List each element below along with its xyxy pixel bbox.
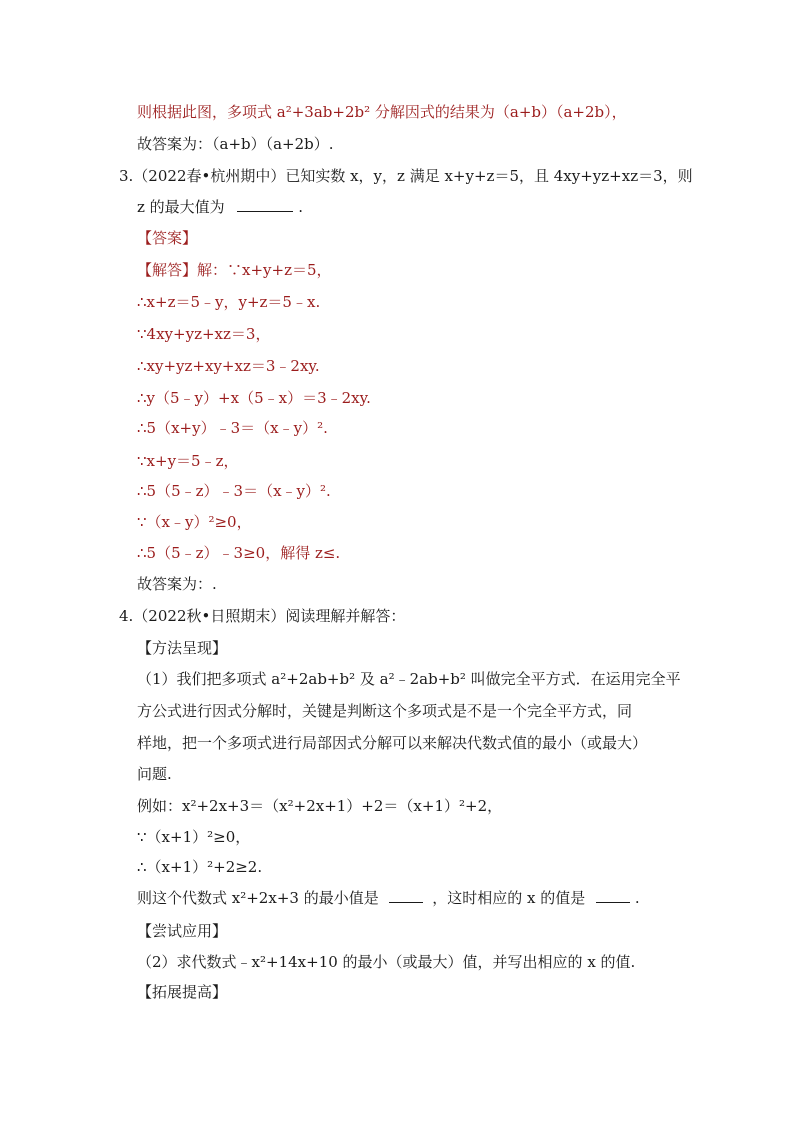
- example-line-1: 例如：x²+2x+3＝（x²+2x+1）+2＝（x+1）²+2，: [137, 797, 503, 815]
- method-heading: 【方法呈现】: [137, 639, 228, 657]
- paragraph-line-1: （1）我们把多项式 a²+2ab+b² 及 a²﹣2ab+b² 叫做完全平方式．在运用完全平: [137, 670, 681, 688]
- text-line-1: 则根据此图，多项式 a²+3ab+2b² 分解因式的结果为（a+b）（a+2b），: [137, 103, 627, 121]
- example-question-period: .: [634, 889, 640, 907]
- min-value-prompt: 则这个代数式 x²+2x+3 的最小值是: [137, 889, 379, 907]
- question-4-title: 4.（2022秋•日照期末）阅读理解并解答：: [119, 607, 406, 625]
- question-3-line-2: [137, 197, 303, 217]
- question-3-period: .: [298, 198, 304, 216]
- min-value-blank[interactable]: [389, 888, 423, 903]
- solution-line-7: ∵x+y＝5﹣z，: [137, 452, 239, 470]
- solution-line-10: ∴5（5﹣z）﹣3≥0，解得 z≤.: [137, 544, 341, 562]
- final-answer-line: 故答案为：.: [137, 575, 217, 593]
- solution-line-9: ∵（x﹣y）²≥0，: [137, 513, 252, 531]
- x-value-blank[interactable]: [596, 888, 630, 903]
- example-line-3: ∴（x+1）²+2≥2.: [137, 858, 263, 876]
- example-question-line: [137, 888, 640, 908]
- solution-line-3: ∵4xy+yz+xz＝3，: [137, 325, 271, 343]
- solution-line-8: ∴5（5﹣z）﹣3＝（x﹣y）².: [137, 482, 331, 500]
- extend-heading: 【拓展提高】: [137, 983, 228, 1001]
- try-question: （2）求代数式﹣x²+14x+10 的最小（或最大）值，并写出相应的 x 的值.: [137, 953, 636, 971]
- answer-blank[interactable]: [237, 197, 293, 212]
- paragraph-line-2: 方公式进行因式分解时，关键是判断这个多项式是不是一个完全平方式，同: [137, 702, 633, 720]
- solution-line-6: ∴5（x+y）﹣3＝（x﹣y）².: [137, 419, 328, 437]
- solution-line-1: 【解答】解：∵x+y+z＝5，: [137, 261, 332, 279]
- paragraph-line-3: 样地，把一个多项式进行局部因式分解可以来解决代数式值的最小（或最大）: [137, 734, 648, 752]
- solution-line-2: ∴x+z＝5﹣y，y+z＝5﹣x.: [137, 293, 321, 311]
- answer-heading: 【答案】: [137, 229, 198, 247]
- example-line-2: ∵（x+1）²≥0，: [137, 828, 251, 846]
- try-heading: 【尝试应用】: [137, 922, 228, 940]
- question-3-prompt: z 的最大值为: [137, 198, 225, 216]
- solution-line-5: ∴y（5﹣y）+x（5﹣x）＝3﹣2xy.: [137, 389, 371, 407]
- paragraph-line-4: 问题.: [137, 765, 172, 783]
- question-3-line-1: 3.（2022春•杭州期中）已知实数 x，y，z 满足 x+y+z＝5，且 4xy+yz+xz＝3，则: [119, 167, 693, 185]
- text-line-2: 故答案为：（a+b）（a+2b）.: [137, 135, 334, 153]
- solution-line-4: ∴xy+yz+xy+xz＝3﹣2xy.: [137, 357, 320, 375]
- x-value-prompt: ，这时相应的 x 的值是: [432, 889, 586, 907]
